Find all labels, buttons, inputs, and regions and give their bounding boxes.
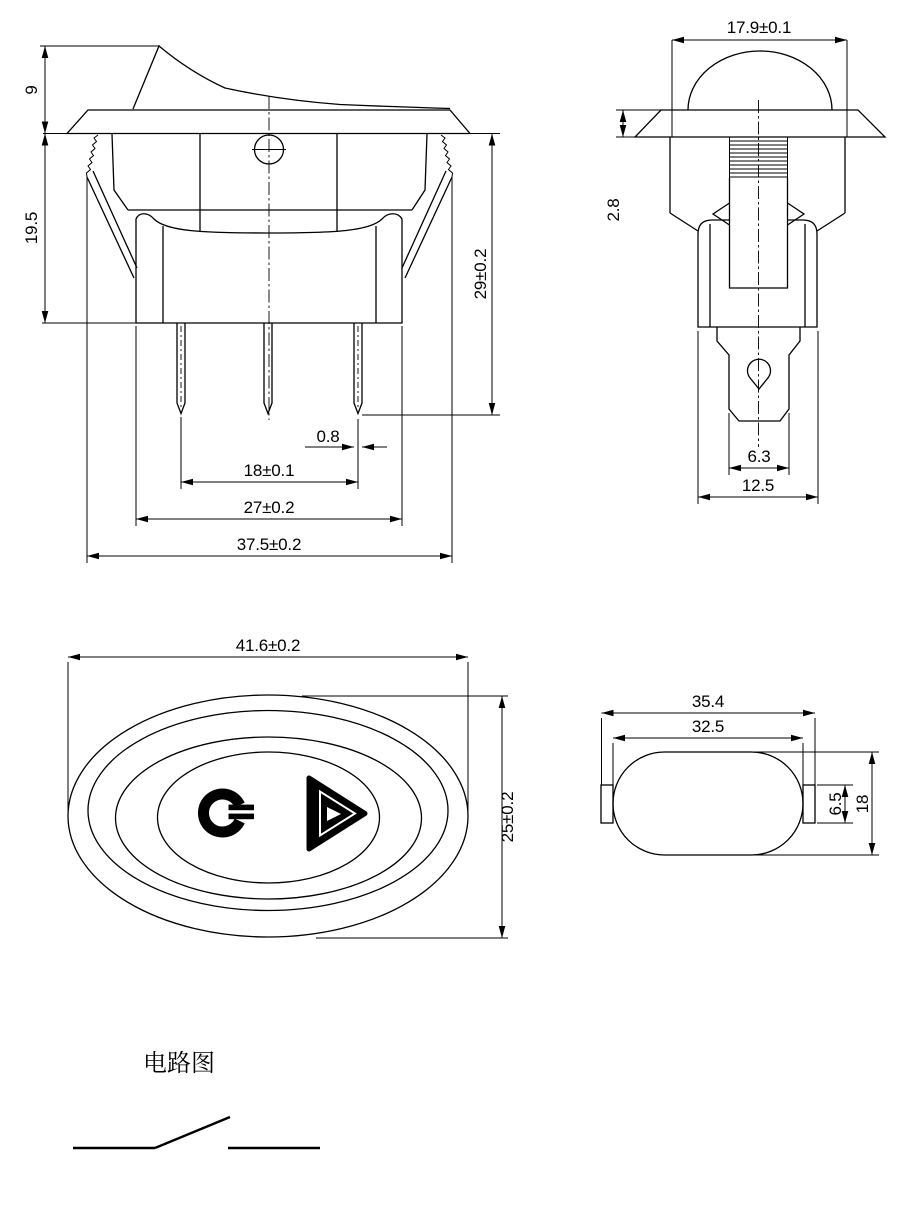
spring-chevron-left: [713, 203, 730, 225]
upper-block-chamfer-left: [670, 213, 698, 231]
circuit-switch-contact: [155, 1117, 230, 1148]
snap-clip-serration-right: [441, 135, 453, 177]
hazard-triangle-icon: [309, 778, 365, 849]
spring-chevron-right: [788, 203, 805, 225]
terminal-middle: [264, 323, 272, 414]
front-view: [22, 46, 500, 563]
dim-overall-width-label: 41.6±0.2: [235, 636, 301, 655]
dim-terminal-spacing-label: 18±0.1: [243, 461, 295, 480]
cutout-notch-left: [601, 785, 613, 823]
dim-overall-height-label: 25±0.2: [498, 791, 517, 843]
top-view-dimensions: [68, 636, 517, 938]
cutout-stadium: [613, 752, 803, 855]
cutout-dimensions: [602, 692, 880, 855]
body-left-edge: [112, 134, 128, 210]
dim-body-width-label: 27±0.2: [243, 498, 295, 517]
dim-flange-width-label: 37.5±0.2: [236, 535, 302, 554]
dim-terminal-thickness-label: 0.8: [316, 427, 340, 446]
dim-rocker-width-label: 17.9±0.1: [726, 18, 792, 37]
bezel-inner-ellipse: [88, 711, 448, 911]
dim-terminal-width-label: 6.3: [747, 447, 771, 466]
side-view-dimensions: [604, 18, 847, 504]
dim-cutout-overall-width-label: 35.4: [691, 692, 725, 711]
power-bar-bottom: [229, 814, 255, 820]
circuit-diagram-title: 电路图: [143, 1051, 215, 1077]
dim-cutout-width-label: 32.5: [691, 717, 725, 736]
snap-clip-serration-left: [87, 135, 99, 177]
rocker-dome: [688, 51, 832, 110]
dim-notch-height-label: 6.5: [826, 792, 845, 816]
top-view: [68, 636, 517, 938]
snap-clip-arm-left-inner: [93, 171, 137, 268]
power-icon: [203, 794, 254, 832]
dim-rocker-height-label: 9: [22, 85, 41, 95]
circuit-diagram: [73, 1050, 320, 1148]
upper-block-chamfer-right: [817, 213, 845, 231]
dim-body-depth-label: 12.5: [741, 476, 775, 495]
rocker-profile: [133, 46, 450, 109]
dim-overall-height-label: 29±0.2: [471, 248, 490, 300]
bezel-flange: [67, 110, 470, 134]
snap-clip-arm-left-outer: [87, 177, 134, 278]
dim-cutout-height-label: 18: [853, 794, 872, 814]
bezel-outer-ellipse: [68, 695, 468, 937]
side-view: [604, 18, 885, 504]
snap-clip-arm-right-outer: [405, 177, 452, 278]
body-right-edge: [412, 134, 427, 210]
rocker-outer-ellipse: [116, 737, 422, 899]
cutout-notch-right: [803, 785, 815, 823]
power-ring: [203, 794, 239, 832]
dim-body-height-label: 19.5: [22, 211, 41, 245]
power-bar-top: [229, 805, 255, 811]
panel-cutout-view: [601, 692, 879, 855]
snap-clip-arm-right-inner: [402, 171, 446, 268]
terminal-hole: [748, 359, 771, 389]
dim-flange-thickness-label: 2.8: [604, 198, 623, 222]
